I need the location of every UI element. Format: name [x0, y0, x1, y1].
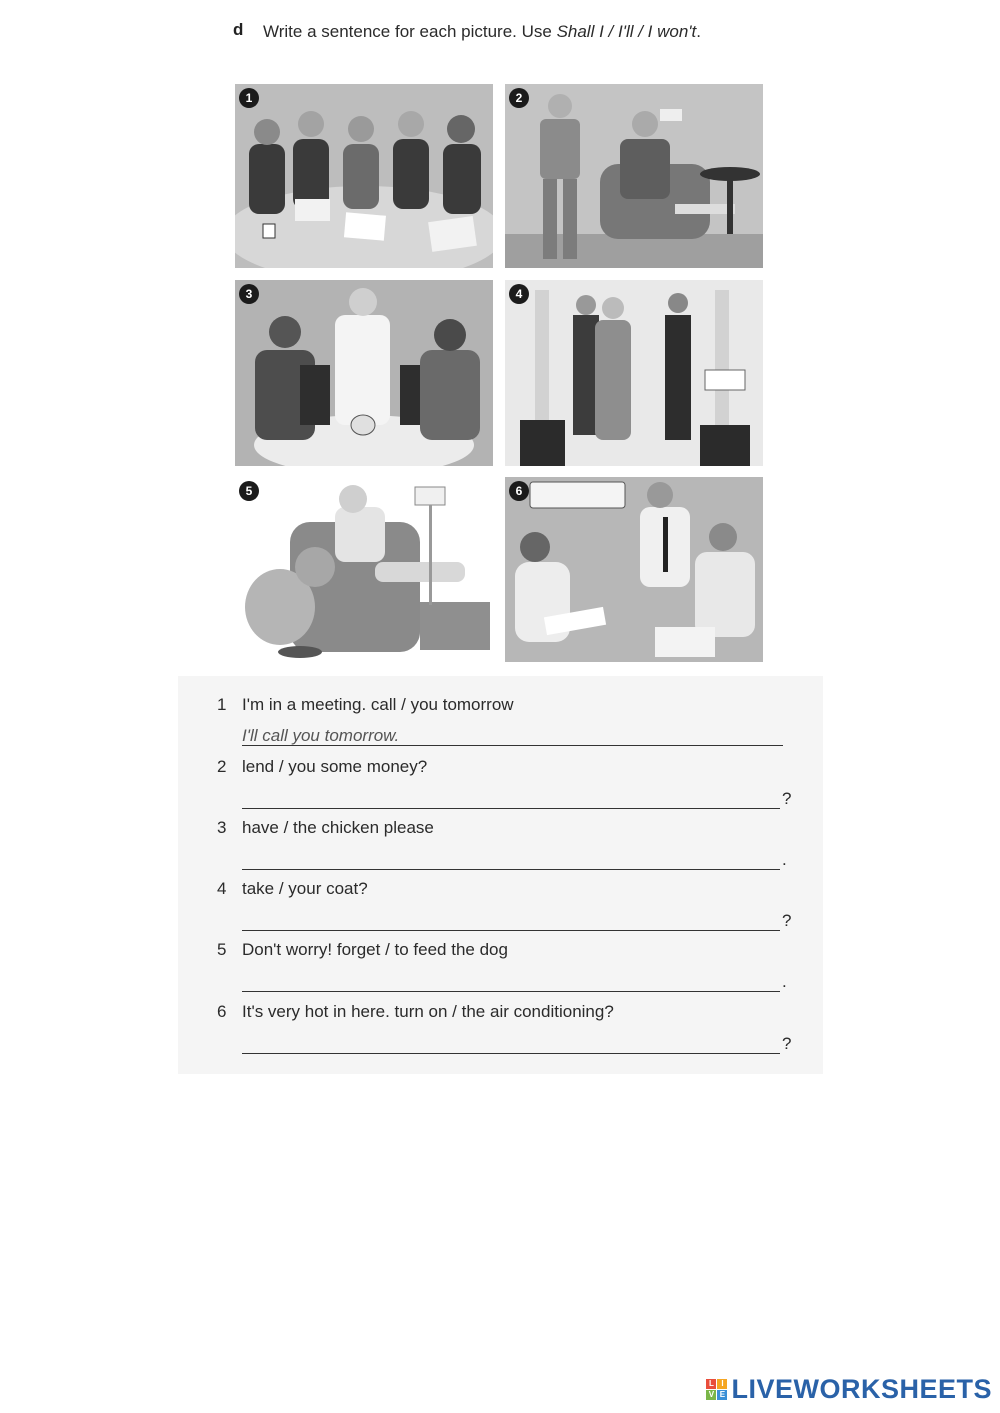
picture-6: [505, 477, 763, 662]
picture-number-badge: 1: [239, 88, 259, 108]
logo-mark-icon: [706, 1379, 727, 1400]
example-answer: I'll call you tomorrow.: [242, 726, 400, 745]
instruction-end: .: [696, 22, 702, 41]
picture-number-badge: 3: [239, 284, 259, 304]
air-conditioning-illustration: [505, 477, 763, 662]
answer-input-line[interactable]: [242, 969, 780, 992]
picture-1: [235, 84, 493, 268]
end-punctuation: ?: [782, 789, 792, 808]
instruction-text: Write a sentence for each picture. Use: [263, 22, 557, 41]
picture-number-badge: 4: [509, 284, 529, 304]
end-punctuation: .: [782, 972, 787, 991]
picture-number-badge: 5: [239, 481, 259, 501]
logo-letter: L: [706, 1379, 716, 1389]
item-prompt: take / your coat?: [242, 879, 368, 898]
exercise-letter: d: [233, 20, 244, 39]
logo-letter: I: [717, 1379, 727, 1389]
item-prompt: It's very hot in here. turn on / the air conditioning?: [242, 1002, 614, 1021]
end-punctuation: ?: [782, 1034, 792, 1053]
item-number: 5: [217, 940, 227, 959]
coat-illustration: [505, 280, 763, 466]
item-number: 4: [217, 879, 227, 898]
answer-input-line[interactable]: [242, 1031, 780, 1054]
answer-input-line[interactable]: [242, 847, 780, 870]
item-number: 3: [217, 818, 227, 837]
dog-illustration: [235, 477, 493, 662]
item-number: 2: [217, 757, 227, 776]
money-illustration: [505, 84, 763, 268]
item-prompt: Don't worry! forget / to feed the dog: [242, 940, 508, 959]
end-punctuation: .: [782, 850, 787, 869]
picture-4: [505, 280, 763, 466]
answer-input-line[interactable]: [242, 908, 780, 931]
item-number: 6: [217, 1002, 227, 1021]
picture-number-badge: 2: [509, 88, 529, 108]
end-punctuation: ?: [782, 911, 792, 930]
instruction-italic: Shall I / I'll / I won't: [556, 22, 697, 41]
meeting-illustration: [235, 84, 493, 268]
answer-input-line[interactable]: [242, 786, 780, 809]
restaurant-illustration: [235, 280, 493, 466]
picture-2: [505, 84, 763, 268]
liveworksheets-logo[interactable]: [706, 1374, 992, 1405]
logo-text: LIVEWORKSHEETS: [731, 1374, 992, 1404]
logo-letter: V: [706, 1390, 716, 1400]
item-prompt: I'm in a meeting. call / you tomorrow: [242, 695, 514, 714]
answer-line: [242, 723, 783, 746]
picture-3: [235, 280, 493, 466]
picture-5: [235, 477, 493, 662]
exercise-instruction: [263, 20, 733, 44]
picture-number-badge: 6: [509, 481, 529, 501]
logo-letter: E: [717, 1390, 727, 1400]
item-prompt: lend / you some money?: [242, 757, 428, 776]
item-prompt: have / the chicken please: [242, 818, 434, 837]
item-number: 1: [217, 695, 227, 714]
